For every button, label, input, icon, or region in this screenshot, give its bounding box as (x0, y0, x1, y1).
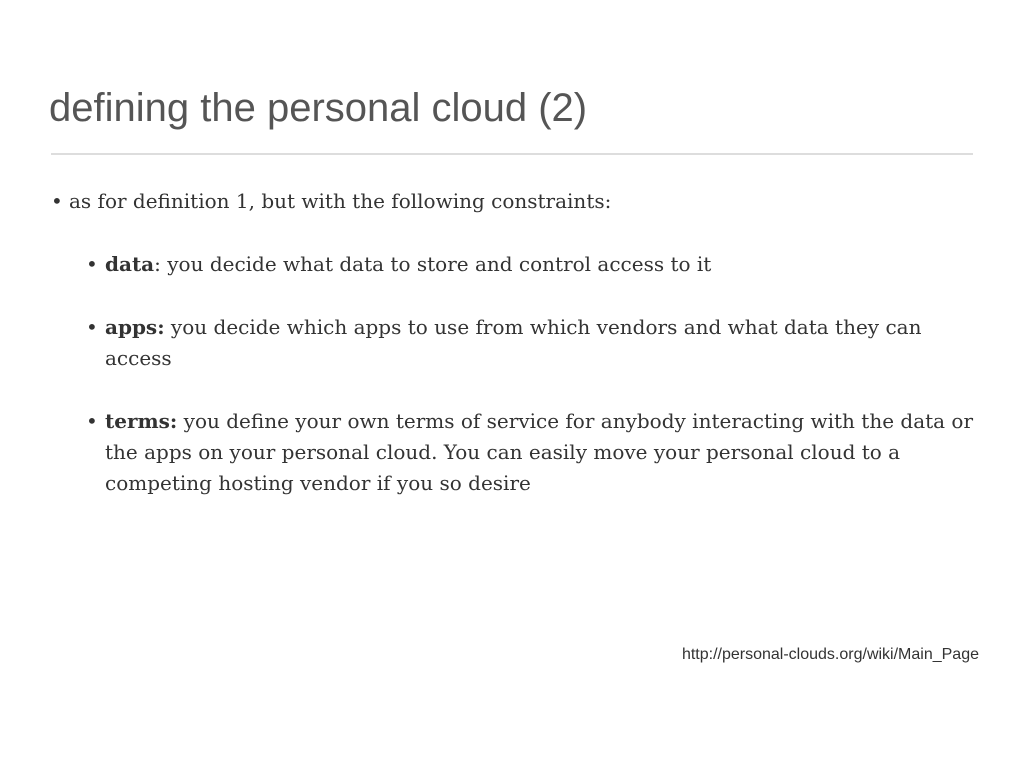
slide-content (0, 186, 1024, 499)
bullet-dot-icon: • (86, 315, 98, 339)
sub-bullet-apps (86, 312, 975, 374)
sub-bullet-terms (86, 406, 975, 499)
bullet-intro (51, 186, 969, 217)
bullet-dot-icon: • (86, 252, 98, 276)
bullet-intro-text: as for definition 1, but with the following constraints: (69, 189, 612, 213)
bullet-dot-icon: • (51, 189, 63, 213)
title-divider (51, 153, 973, 155)
sub-bullet-terms-text: you define your own terms of service for anybody interacting with the data or the apps on your personal cloud. You can easily move your personal cloud to a competing hosting vendor if you so desire (105, 409, 974, 495)
sub-bullet-terms-term: terms: (105, 409, 178, 433)
slide-title: defining the personal cloud (2) (49, 86, 588, 130)
source-link[interactable]: http://personal-clouds.org/wiki/Main_Page (681, 646, 979, 663)
bullet-dot-icon: • (86, 409, 98, 433)
sub-bullet-apps-text: you decide which apps to use from which vendors and what data they can access (105, 315, 922, 370)
sub-bullet-data-term: data (105, 252, 155, 276)
sub-bullet-data (86, 249, 975, 280)
sub-bullet-data-text: : you decide what data to store and control access to it (154, 252, 712, 276)
sub-bullet-apps-term: apps: (105, 315, 165, 339)
